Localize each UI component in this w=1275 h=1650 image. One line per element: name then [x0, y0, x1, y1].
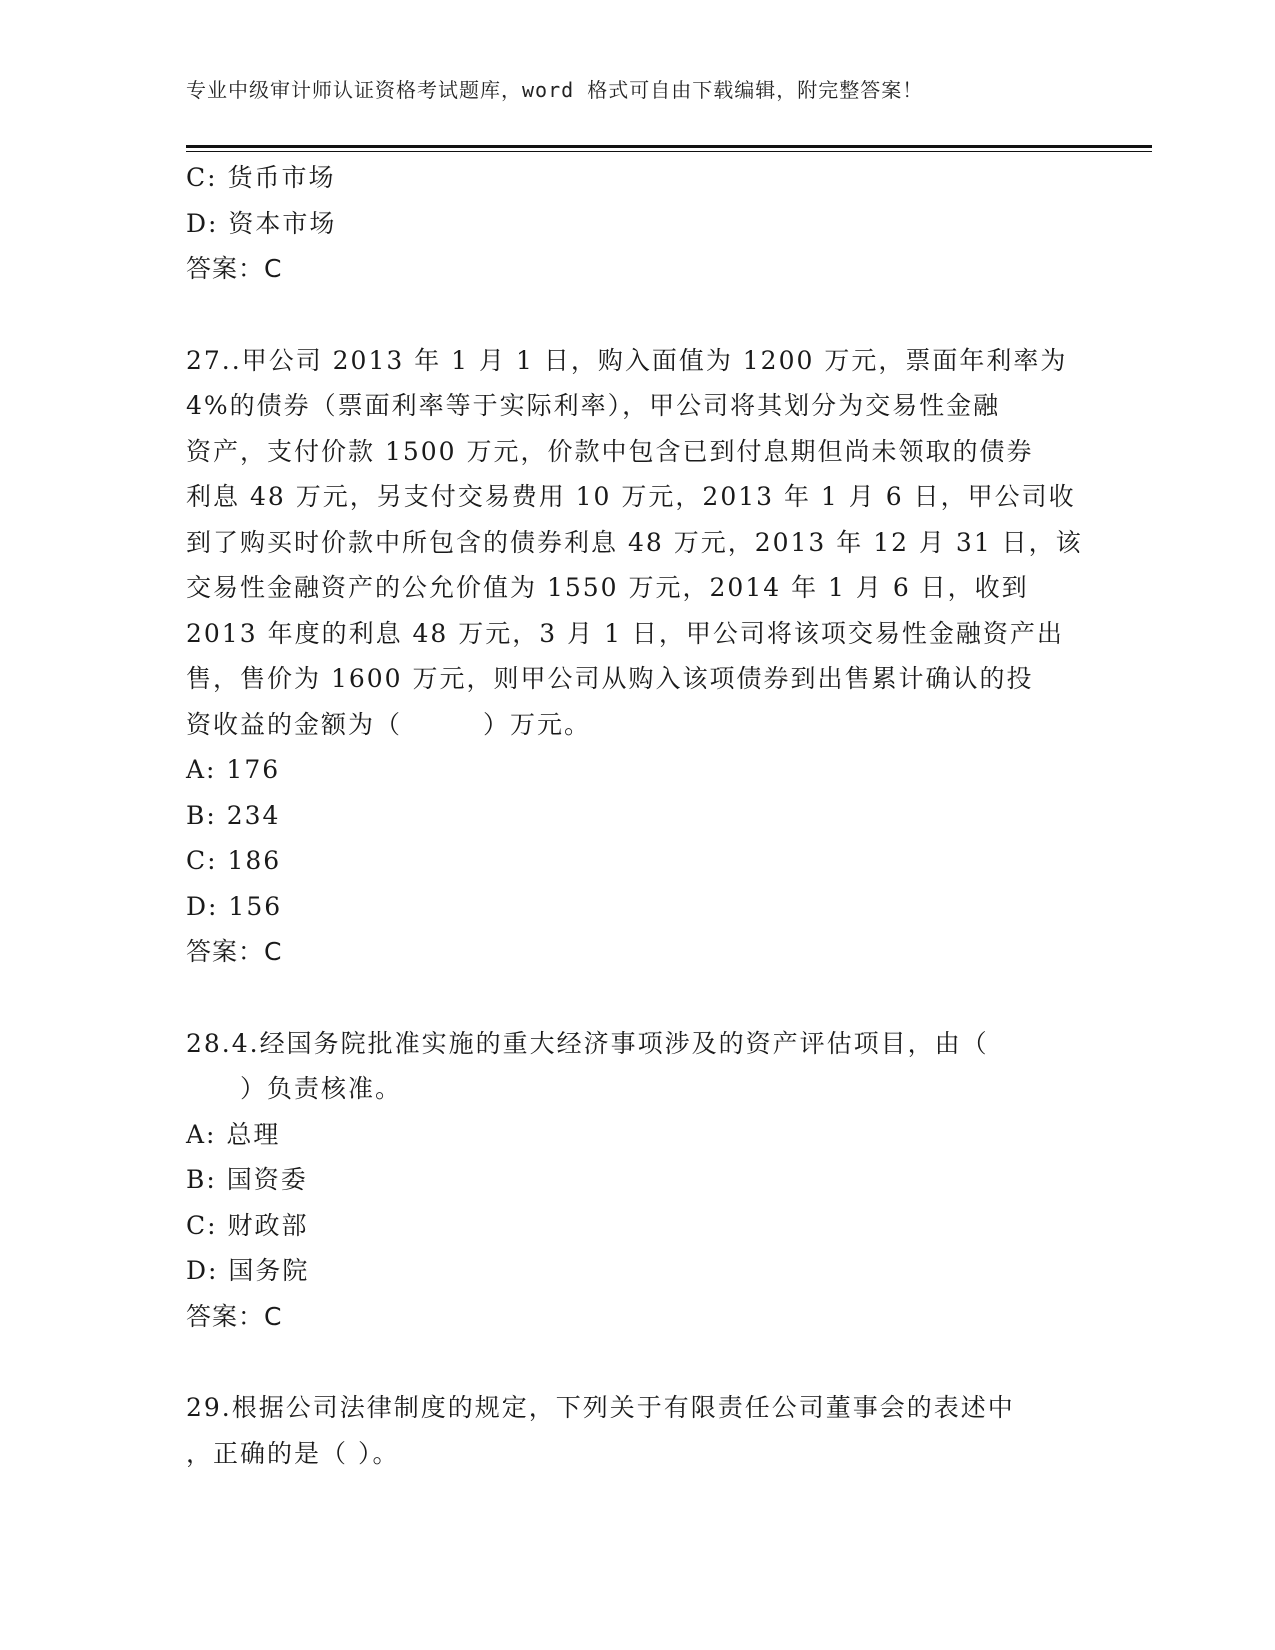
question-28-line: ）负责核准。 — [186, 1074, 403, 1103]
option-c: C: 186 — [186, 846, 282, 875]
question-27-line: 交易性金融资产的公允价值为 1550 万元，2014 年 1 月 6 日，收到 — [186, 573, 1029, 602]
header-rule-thick — [186, 145, 1152, 148]
question-27-line: 27..甲公司 2013 年 1 月 1 日，购入面值为 1200 万元，票面年利率为 — [186, 345, 1068, 375]
option-c: C: 货币市场 — [186, 163, 336, 192]
question-27-line: 2013 年度的利息 48 万元，3 月 1 日，甲公司将该项交易性金融资产出 — [186, 618, 1064, 648]
question-28-line: 28.4.经国务院批准实施的重大经济事项涉及的资产评估项目，由（ — [186, 1028, 989, 1058]
option-b: B: 234 — [186, 800, 281, 830]
answer: 答案：C — [186, 1301, 283, 1331]
answer: 答案：C — [186, 254, 283, 283]
option-c: C: 财政部 — [186, 1210, 309, 1240]
question-27-line: 到了购买时价款中所包含的债券利息 48 万元，2013 年 12 月 31 日，该 — [186, 527, 1083, 557]
option-d: D: 资本市场 — [186, 208, 337, 238]
option-d: D: 国务院 — [186, 1256, 310, 1285]
question-27-line: 资产，支付价款 1500 万元，价款中包含已到付息期但尚未领取的债券 — [186, 436, 1034, 466]
option-d: D: 156 — [186, 891, 283, 921]
option-a: A: 176 — [186, 755, 281, 784]
question-27-line: 4%的债券（票面利率等于实际利率），甲公司将其划分为交易性金融 — [186, 391, 1001, 420]
question-29-line: 29.根据公司法律制度的规定，下列关于有限责任公司董事会的表述中 — [186, 1393, 1015, 1422]
question-27-line: 售，售价为 1600 万元，则甲公司从购入该项债券到出售累计确认的投 — [186, 664, 1034, 693]
question-27-line: 资收益的金额为（ ）万元。 — [186, 709, 592, 739]
header-rule-thin — [186, 151, 1152, 152]
page-header: 专业中级审计师认证资格考试题库，word 格式可自由下载编辑，附完整答案！ — [186, 78, 924, 102]
answer: 答案：C — [186, 937, 283, 966]
question-content — [186, 155, 1086, 1476]
question-29-line: ，正确的是（ ）。 — [186, 1438, 400, 1468]
option-a: A: 总理 — [186, 1119, 281, 1149]
question-27-line: 利息 48 万元，另支付交易费用 10 万元，2013 年 1 月 6 日，甲公司收 — [186, 482, 1076, 511]
option-b: B: 国资委 — [186, 1165, 308, 1194]
